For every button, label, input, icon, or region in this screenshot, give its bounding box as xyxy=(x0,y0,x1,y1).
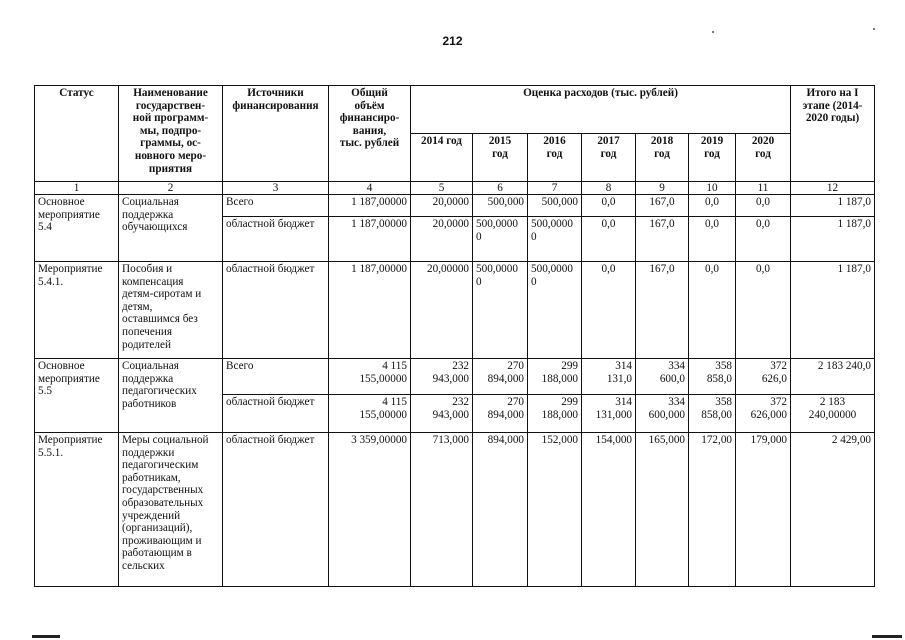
column-number: 10 xyxy=(689,182,736,195)
year-2019-cell: 358 858,00 xyxy=(689,395,736,433)
year-2018-cell: 334 600,0 xyxy=(636,359,689,395)
total-cell: 4 115 155,00000 xyxy=(329,395,411,433)
source-cell: Всего xyxy=(223,195,329,217)
total-cell: 4 115 155,00000 xyxy=(329,359,411,395)
source-cell: областной бюджет xyxy=(223,433,329,587)
table-row xyxy=(35,433,875,587)
year-2014-cell: 20,0000 xyxy=(411,195,473,217)
table-row xyxy=(35,262,875,359)
year-2018-cell: 165,000 xyxy=(636,433,689,587)
year-2018-cell: 167,0 xyxy=(636,262,689,359)
year-2016-cell: 299 188,000 xyxy=(528,359,582,395)
source-cell: областной бюджет xyxy=(223,217,329,262)
table-row xyxy=(35,359,875,395)
header-sources: Источники финансирования xyxy=(223,86,329,182)
program-name-cell: Меры социальной поддержки педагогическим работникам, государственных образовательных учреждений (организаций), проживающим и работающим в сельских xyxy=(119,433,223,587)
header-year: 2015 год xyxy=(473,134,528,182)
scan-edge-line xyxy=(32,635,60,638)
year-2019-cell: 0,0 xyxy=(689,217,736,262)
header-estimate: Оценка расходов (тыс. рублей) xyxy=(411,86,791,134)
year-2018-cell: 167,0 xyxy=(636,195,689,217)
header-total: Общий объём финансиро- вания, тыс. рублей xyxy=(329,86,411,182)
year-2014-cell: 20,00000 xyxy=(411,262,473,359)
program-name-cell: Пособия и компенсация детям-сиротам и детям, оставшимся без попечения родителей xyxy=(119,262,223,359)
column-number: 2 xyxy=(119,182,223,195)
stage-total-cell: 2 183 240,0 xyxy=(791,359,875,395)
column-number: 5 xyxy=(411,182,473,195)
stage-total-cell: 1 187,0 xyxy=(791,262,875,359)
source-cell: областной бюджет xyxy=(223,395,329,433)
year-2015-cell: 500,0000 0 xyxy=(473,217,528,262)
year-2016-cell: 500,0000 0 xyxy=(528,217,582,262)
year-2017-cell: 154,000 xyxy=(582,433,636,587)
total-cell: 1 187,00000 xyxy=(329,262,411,359)
year-2015-cell: 894,000 xyxy=(473,433,528,587)
total-cell: 1 187,00000 xyxy=(329,195,411,217)
header-year: 2016 год xyxy=(528,134,582,182)
year-2014-cell: 232 943,000 xyxy=(411,359,473,395)
year-2014-cell: 232 943,000 xyxy=(411,395,473,433)
header-row xyxy=(35,86,875,134)
stage-total-cell: 2 183 240,00000 xyxy=(791,395,875,433)
status-cell: Основное мероприятие 5.4 xyxy=(35,195,119,262)
year-2015-cell: 270 894,000 xyxy=(473,359,528,395)
stage-total-cell: 1 187,0 xyxy=(791,195,875,217)
scan-edge-line xyxy=(872,635,902,638)
status-cell: Мероприятие 5.5.1. xyxy=(35,433,119,587)
page-number: 212 xyxy=(442,34,463,48)
program-name-cell: Социальная поддержка педагогических работников xyxy=(119,359,223,433)
year-2015-cell: 500,0000 0 xyxy=(473,262,528,359)
total-cell: 3 359,00000 xyxy=(329,433,411,587)
stage-total-cell: 1 187,0 xyxy=(791,217,875,262)
year-2020-cell: 179,000 xyxy=(736,433,791,587)
year-2017-cell: 314 131,000 xyxy=(582,395,636,433)
program-name-cell: Социальная поддержка обучающихся xyxy=(119,195,223,262)
column-number: 3 xyxy=(223,182,329,195)
column-number: 12 xyxy=(791,182,875,195)
year-2016-cell: 500,0000 0 xyxy=(528,262,582,359)
year-2018-cell: 167,0 xyxy=(636,217,689,262)
year-2016-cell: 500,000 xyxy=(528,195,582,217)
year-2020-cell: 0,0 xyxy=(736,262,791,359)
header-year: 2017 год xyxy=(582,134,636,182)
year-2016-cell: 299 188,000 xyxy=(528,395,582,433)
year-2017-cell: 0,0 xyxy=(582,217,636,262)
column-number: 11 xyxy=(736,182,791,195)
header-year: 2019 год xyxy=(689,134,736,182)
year-2020-cell: 0,0 xyxy=(736,195,791,217)
year-2020-cell: 372 626,0 xyxy=(736,359,791,395)
status-cell: Мероприятие 5.4.1. xyxy=(35,262,119,359)
header-year: 2014 год xyxy=(411,134,473,182)
stage-total-cell: 2 429,00 xyxy=(791,433,875,587)
column-number-row xyxy=(35,182,875,195)
source-cell: областной бюджет xyxy=(223,262,329,359)
total-cell: 1 187,00000 xyxy=(329,217,411,262)
status-cell: Основное мероприятие 5.5 xyxy=(35,359,119,433)
year-2020-cell: 0,0 xyxy=(736,217,791,262)
source-cell: Всего xyxy=(223,359,329,395)
year-2017-cell: 0,0 xyxy=(582,195,636,217)
header-stage-total: Итого на I этапе (2014- 2020 годы) xyxy=(791,86,875,182)
column-number: 8 xyxy=(582,182,636,195)
year-2019-cell: 358 858,0 xyxy=(689,359,736,395)
header-year: 2018 год xyxy=(636,134,689,182)
year-2017-cell: 0,0 xyxy=(582,262,636,359)
header-year: 2020 год xyxy=(736,134,791,182)
column-number: 4 xyxy=(329,182,411,195)
year-2014-cell: 713,000 xyxy=(411,433,473,587)
year-2017-cell: 314 131,0 xyxy=(582,359,636,395)
year-2020-cell: 372 626,000 xyxy=(736,395,791,433)
year-2019-cell: 172,00 xyxy=(689,433,736,587)
scan-speck xyxy=(873,28,875,30)
column-number: 7 xyxy=(528,182,582,195)
year-2016-cell: 152,000 xyxy=(528,433,582,587)
scan-speck xyxy=(712,31,714,33)
year-2019-cell: 0,0 xyxy=(689,195,736,217)
year-2015-cell: 500,000 xyxy=(473,195,528,217)
budget-table xyxy=(34,85,875,587)
header-status: Статус xyxy=(35,86,119,182)
year-2018-cell: 334 600,000 xyxy=(636,395,689,433)
year-2015-cell: 270 894,000 xyxy=(473,395,528,433)
table-row xyxy=(35,195,875,217)
column-number: 1 xyxy=(35,182,119,195)
year-2019-cell: 0,0 xyxy=(689,262,736,359)
column-number: 6 xyxy=(473,182,528,195)
column-number: 9 xyxy=(636,182,689,195)
header-name: Наименование государствен- ной программ- мы, подпро- граммы, ос- новного меро- приятия xyxy=(119,86,223,182)
year-2014-cell: 20,0000 xyxy=(411,217,473,262)
